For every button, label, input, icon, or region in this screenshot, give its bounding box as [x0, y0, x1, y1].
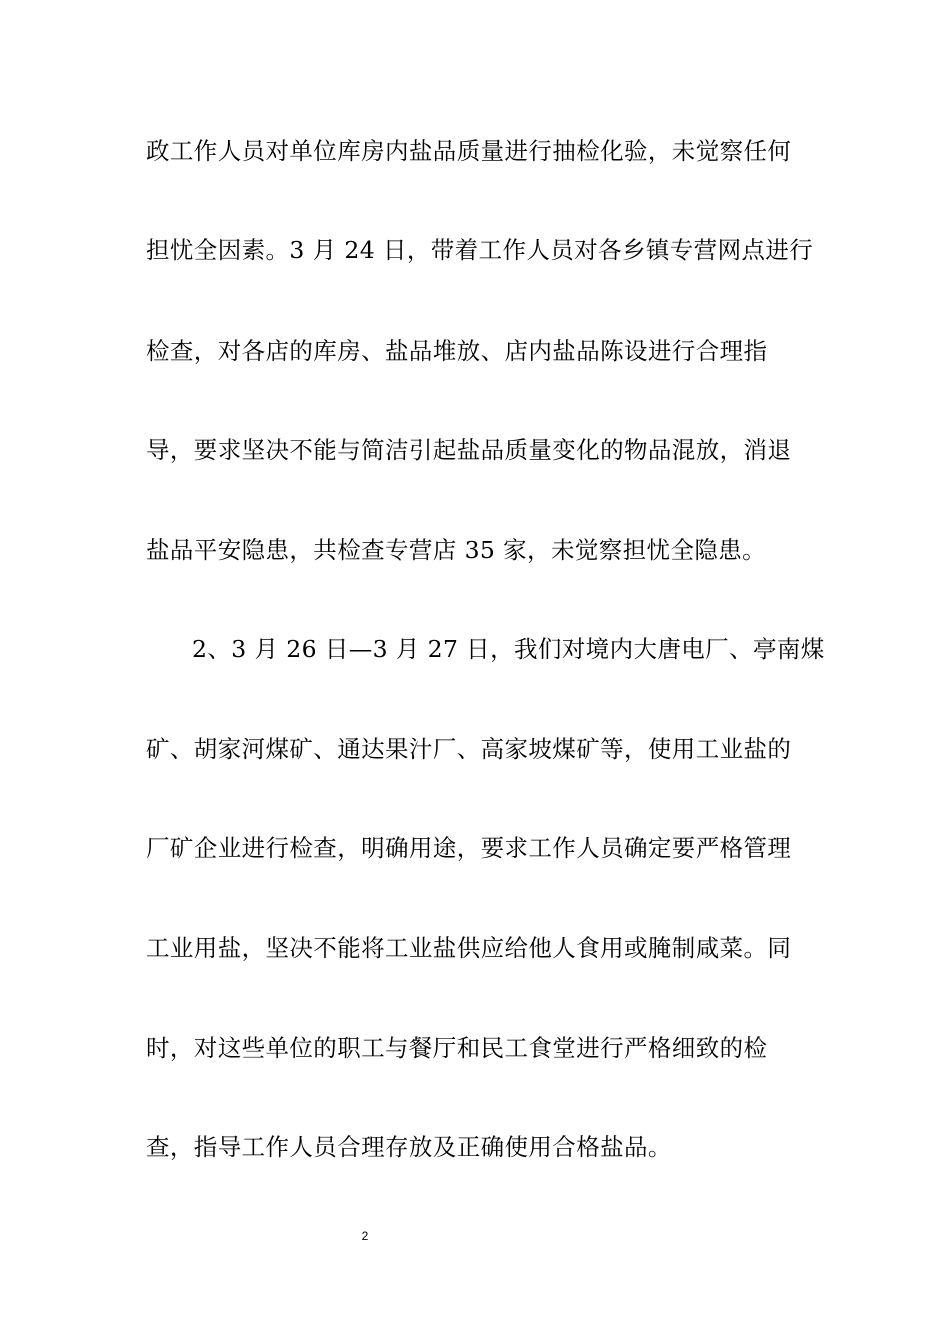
paragraph-line: 矿、胡家河煤矿、通达果汁厂、高家坡煤矿等，使用工业盐的: [146, 735, 792, 763]
paragraph-line: 盐品平安隐患，共检查专营店 35 家，未觉察担忧全隐患。: [146, 536, 767, 564]
paragraph-line: 查，指导工作人员合理存放及正确使用合格盐品。: [146, 1133, 672, 1161]
paragraph-line: 2、3 月 26 日—3 月 27 日，我们对境内大唐电厂、亭南煤: [192, 635, 825, 663]
paragraph-line: 担忧全因素。3 月 24 日，带着工作人员对各乡镇专营网点进行: [146, 236, 814, 264]
page-number: 2: [361, 1229, 369, 1243]
paragraph-line: 工业用盐，坚决不能将工业盐供应给他人食用或腌制咸菜。同: [146, 934, 792, 962]
paragraph-line: 导，要求坚决不能与简洁引起盐品质量变化的物品混放，消退: [146, 436, 792, 464]
paragraph-line: 厂矿企业进行检查，明确用途，要求工作人员确定要严格管理: [146, 834, 792, 862]
paragraph-line: 时，对这些单位的职工与餐厅和民工食堂进行严格细致的检: [146, 1034, 768, 1062]
paragraph-line: 政工作人员对单位库房内盐品质量进行抽检化验，未觉察任何: [146, 137, 792, 165]
paragraph-line: 检查，对各店的库房、盐品堆放、店内盐品陈设进行合理指: [146, 337, 768, 365]
